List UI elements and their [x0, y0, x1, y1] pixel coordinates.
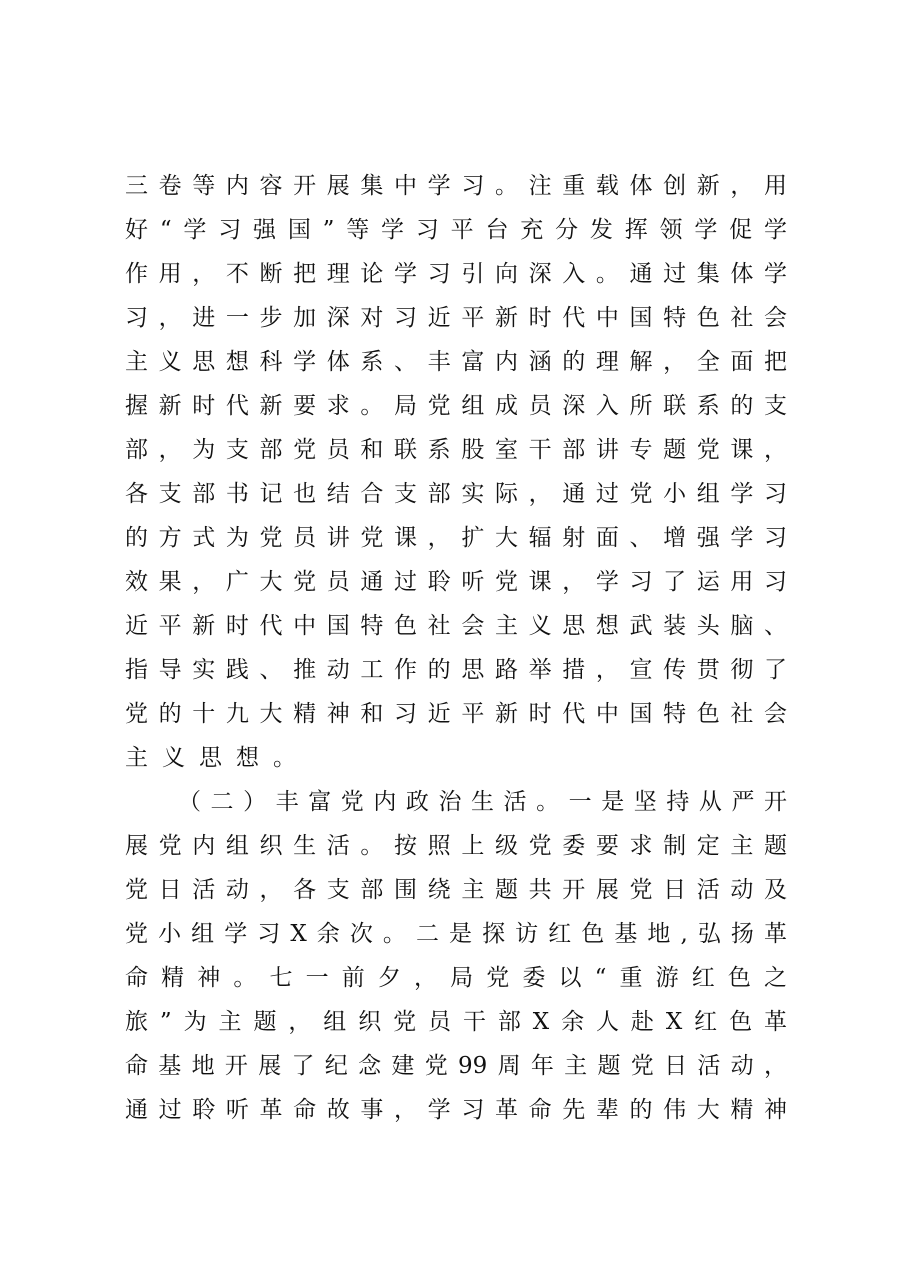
section-heading-line: （二）丰富党内政治生活。一是坚持从严开	[178, 789, 787, 815]
text-line: 展党内组织生活。按照上级党委要求制定主题	[125, 833, 787, 859]
text-line: 党的十九大精神和习近平新时代中国特色社会	[125, 701, 787, 727]
text-line: 命精神。七一前夕，局党委以“重游红色之	[125, 965, 787, 991]
text-line: 主义思想科学体系、丰富内涵的理解，全面把	[125, 349, 787, 375]
text-line: 党日活动，各支部围绕主题共开展党日活动及	[125, 877, 787, 903]
text-line: 的方式为党员讲党课，扩大辐射面、增强学习	[125, 525, 787, 551]
text-line: 效果，广大党员通过聆听党课，学习了运用习	[125, 569, 787, 595]
text-line: 旅”为主题，组织党员干部X余人赴X红色革	[125, 1009, 787, 1035]
text-line: 握新时代新要求。局党组成员深入所联系的支	[125, 393, 787, 419]
text-line: 党小组学习X余次。二是探访红色基地,弘扬革	[125, 921, 787, 947]
text-line: 近平新时代中国特色社会主义思想武装头脑、	[125, 613, 787, 639]
text-line: 三卷等内容开展集中学习。注重载体创新，用	[125, 173, 787, 199]
text-line: 各支部书记也结合支部实际，通过党小组学习	[125, 481, 787, 507]
text-line: 通过聆听革命故事，学习革命先辈的伟大精神	[125, 1097, 787, 1123]
text-line: 习，进一步加深对习近平新时代中国特色社会	[125, 305, 787, 331]
text-line: 命基地开展了纪念建党99周年主题党日活动，	[125, 1053, 787, 1079]
text-line: 指导实践、推动工作的思路举措，宣传贯彻了	[125, 657, 787, 683]
text-line: 作用，不断把理论学习引向深入。通过集体学	[125, 261, 787, 287]
text-line: 部，为支部党员和联系股室干部讲专题党课，	[125, 437, 787, 463]
text-line: 好“学习强国”等学习平台充分发挥领学促学	[125, 217, 787, 243]
text-line: 主义思想。	[125, 745, 310, 771]
